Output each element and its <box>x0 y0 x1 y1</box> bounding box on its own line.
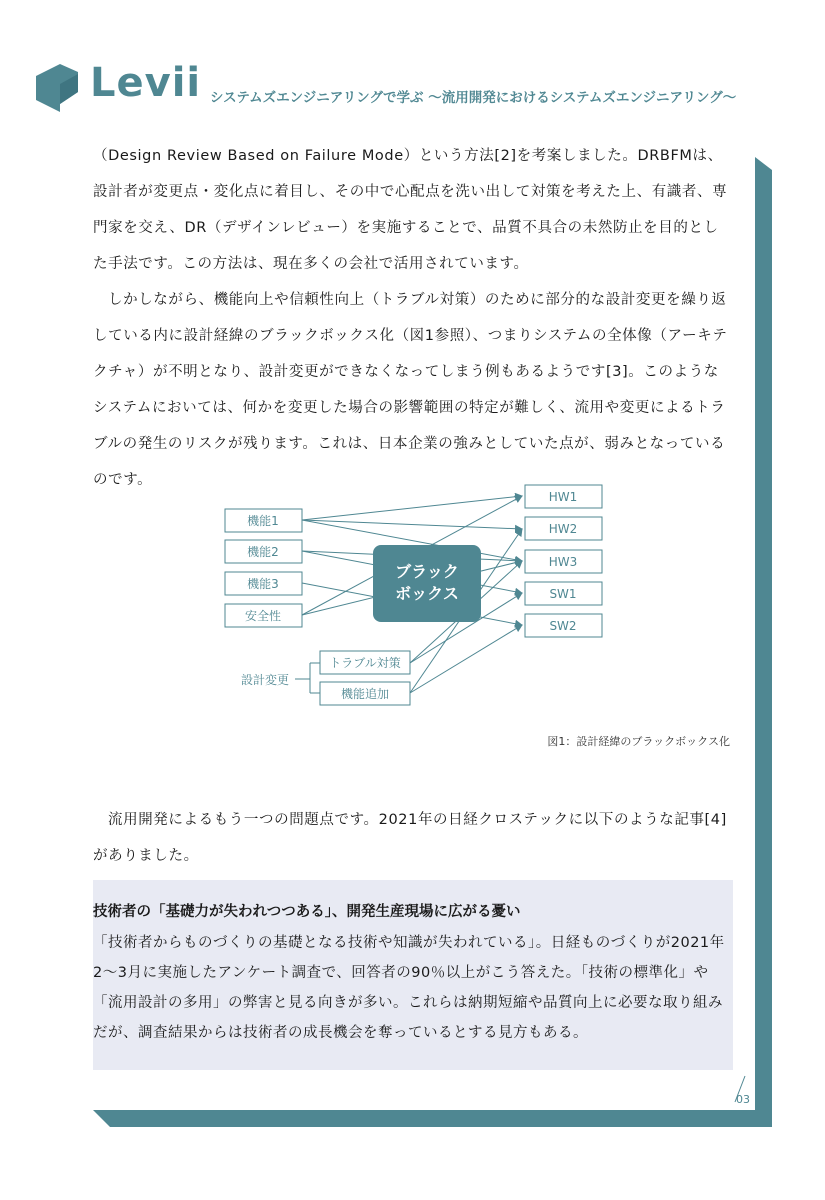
output-label: SW2 <box>549 619 577 633</box>
blackbox-diagram <box>200 478 620 713</box>
body-text-block <box>93 138 733 498</box>
page-header-title: システムズエンジニアリングで学ぶ ～流用開発におけるシステムズエンジニアリング～ <box>210 90 737 106</box>
output-label: HW2 <box>548 522 578 536</box>
function-label: 機能3 <box>247 577 279 591</box>
function-label: 安全性 <box>244 609 282 623</box>
quote-box <box>93 880 733 1070</box>
blackbox-label: ボックス <box>395 584 459 603</box>
output-label: HW1 <box>548 490 578 504</box>
change-label: 機能追加 <box>340 687 390 701</box>
frame-bottom-border <box>93 1110 772 1127</box>
blackbox-label: ブラック <box>395 562 459 581</box>
output-boxes <box>525 485 602 637</box>
paragraph-3: 流用開発によるもう一つの問題点です。2021年の日経クロステックに以下のような記事[4]がありました。 <box>93 812 727 864</box>
design-change-label: 設計変更 <box>240 673 290 687</box>
quote-body: 「技術者からものづくりの基礎となる技術や知識が失われている」。日経ものづくりが2021年2～3月に実施したアンケート調査で、回答者の90％以上がこう答えた。「技術の標準化」や「流用設計の多用」の弊害と見る向きが多い。これらは納期短縮や品質向上に必要な取り組みだが、調査結果からは技術者の成長機会を奪っているとする見方もある。 <box>93 935 725 1041</box>
frame-right-border <box>755 157 772 1127</box>
levii-logo-icon <box>36 64 80 112</box>
output-label: HW3 <box>548 555 578 569</box>
output-label: SW1 <box>549 587 577 601</box>
function-label: 機能2 <box>247 545 279 559</box>
change-label: トラブル対策 <box>329 656 401 670</box>
function-label: 機能1 <box>247 514 279 528</box>
function-boxes <box>225 509 302 627</box>
figure-caption: 図1：設計経緯のブラックボックス化 <box>547 735 730 748</box>
quote-title: 技術者の「基礎力が失われつつある」、開発生産現場に広がる憂い <box>93 904 521 920</box>
page-number: 03 <box>736 1093 750 1106</box>
paragraph-1: （Design Review Based on Failure Mode）という方法[2]を考案しました。DRBFMは、設計者が変更点・変化点に着目し、その中で心配点を洗い出して対策を考えた上、有識者、専門家を交え、DR（デザインレビュー）を実施することで、品質不具合の未然防止を目的とした手法です。この方法は、現在多くの会社で活用されています。 <box>93 148 728 272</box>
paragraph-2: しかしながら、機能向上や信頼性向上（トラブル対策）のために部分的な設計変更を繰り返している内に設計経緯のブラックボックス化（図1参照）、つまりシステムの全体像（アーキテクチャ）が不明となり、設計変更ができなくなってしまう例もあるようです[3]。このようなシステムにおいては、何かを変更した場合の影響範囲の特定が難しく、流用や変更によるトラブルの発生のリスクが残ります。これは、日本企業の強みとしていた点が、弱みとなっているのです。 <box>93 292 728 488</box>
logo-text: Levii <box>90 60 202 106</box>
